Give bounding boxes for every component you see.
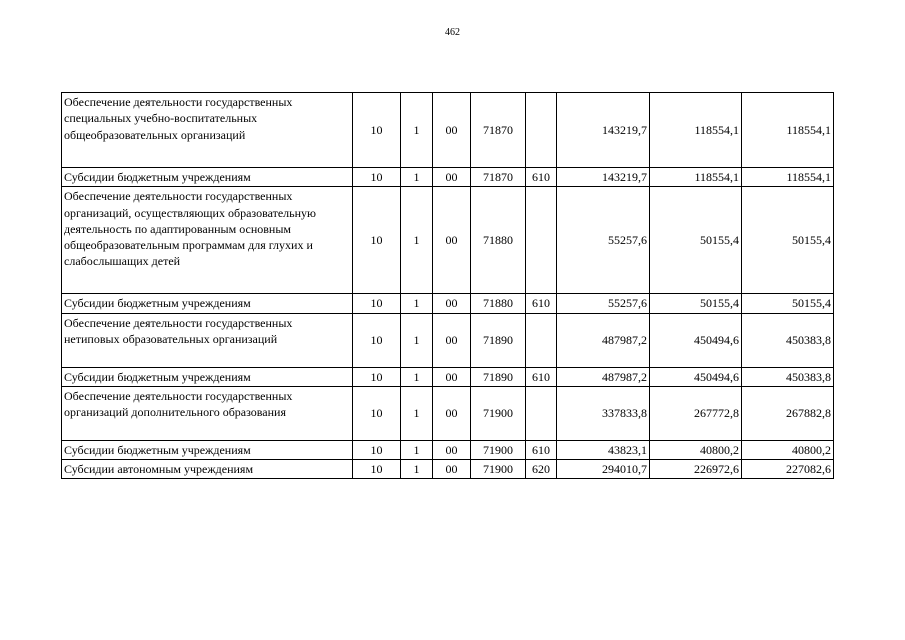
row-description: Обеспечение деятельности государственных организаций дополнительного образования — [62, 386, 353, 440]
program-code: 00 — [433, 168, 471, 187]
expense-type-code: 610 — [526, 294, 557, 313]
expense-type-code: 610 — [526, 168, 557, 187]
table-row — [62, 187, 834, 294]
amount-3: 450383,8 — [742, 367, 834, 386]
table-body — [62, 93, 834, 479]
table-row — [62, 460, 834, 479]
budget-table — [61, 92, 834, 479]
row-description: Обеспечение деятельности государственных специальных учебно-воспитательных общеобразовательных организаций — [62, 93, 353, 168]
table-row — [62, 294, 834, 313]
row-description: Субсидии бюджетным учреждениям — [62, 294, 353, 313]
target-article-code: 71900 — [471, 440, 526, 459]
section-code: 10 — [353, 440, 401, 459]
subsection-code: 1 — [401, 367, 433, 386]
table-row — [62, 367, 834, 386]
table-row — [62, 386, 834, 440]
row-description: Субсидии автономным учреждениям — [62, 460, 353, 479]
amount-3: 450383,8 — [742, 313, 834, 367]
amount-1: 337833,8 — [557, 386, 650, 440]
table-row — [62, 93, 834, 168]
section-code: 10 — [353, 386, 401, 440]
target-article-code: 71880 — [471, 294, 526, 313]
amount-2: 226972,6 — [650, 460, 742, 479]
row-description: Субсидии бюджетным учреждениям — [62, 367, 353, 386]
amount-2: 50155,4 — [650, 187, 742, 294]
expense-type-code — [526, 386, 557, 440]
amount-2: 450494,6 — [650, 367, 742, 386]
target-article-code: 71900 — [471, 386, 526, 440]
section-code: 10 — [353, 460, 401, 479]
subsection-code: 1 — [401, 168, 433, 187]
amount-2: 118554,1 — [650, 93, 742, 168]
subsection-code: 1 — [401, 313, 433, 367]
subsection-code: 1 — [401, 386, 433, 440]
expense-type-code: 610 — [526, 440, 557, 459]
program-code: 00 — [433, 367, 471, 386]
amount-1: 487987,2 — [557, 367, 650, 386]
table-row — [62, 313, 834, 367]
subsection-code: 1 — [401, 440, 433, 459]
amount-2: 450494,6 — [650, 313, 742, 367]
row-description: Обеспечение деятельности государственных нетиповых образовательных организаций — [62, 313, 353, 367]
subsection-code: 1 — [401, 93, 433, 168]
amount-1: 43823,1 — [557, 440, 650, 459]
program-code: 00 — [433, 294, 471, 313]
target-article-code: 71870 — [471, 168, 526, 187]
row-description: Субсидии бюджетным учреждениям — [62, 168, 353, 187]
target-article-code: 71890 — [471, 313, 526, 367]
row-description: Субсидии бюджетным учреждениям — [62, 440, 353, 459]
amount-2: 40800,2 — [650, 440, 742, 459]
target-article-code: 71870 — [471, 93, 526, 168]
amount-2: 118554,1 — [650, 168, 742, 187]
target-article-code: 71890 — [471, 367, 526, 386]
amount-3: 267882,8 — [742, 386, 834, 440]
amount-1: 143219,7 — [557, 168, 650, 187]
subsection-code: 1 — [401, 460, 433, 479]
table-row — [62, 440, 834, 459]
amount-2: 50155,4 — [650, 294, 742, 313]
program-code: 00 — [433, 440, 471, 459]
subsection-code: 1 — [401, 294, 433, 313]
page-number: 462 — [445, 27, 460, 38]
expense-type-code — [526, 187, 557, 294]
amount-1: 143219,7 — [557, 93, 650, 168]
section-code: 10 — [353, 93, 401, 168]
amount-1: 487987,2 — [557, 313, 650, 367]
expense-type-code: 620 — [526, 460, 557, 479]
program-code: 00 — [433, 460, 471, 479]
amount-3: 50155,4 — [742, 187, 834, 294]
table-row — [62, 168, 834, 187]
amount-3: 118554,1 — [742, 168, 834, 187]
program-code: 00 — [433, 93, 471, 168]
section-code: 10 — [353, 313, 401, 367]
amount-1: 55257,6 — [557, 187, 650, 294]
expense-type-code — [526, 313, 557, 367]
section-code: 10 — [353, 187, 401, 294]
section-code: 10 — [353, 168, 401, 187]
program-code: 00 — [433, 386, 471, 440]
amount-3: 50155,4 — [742, 294, 834, 313]
amount-3: 118554,1 — [742, 93, 834, 168]
subsection-code: 1 — [401, 187, 433, 294]
amount-3: 40800,2 — [742, 440, 834, 459]
amount-3: 227082,6 — [742, 460, 834, 479]
amount-1: 55257,6 — [557, 294, 650, 313]
section-code: 10 — [353, 294, 401, 313]
amount-1: 294010,7 — [557, 460, 650, 479]
amount-2: 267772,8 — [650, 386, 742, 440]
expense-type-code — [526, 93, 557, 168]
program-code: 00 — [433, 313, 471, 367]
program-code: 00 — [433, 187, 471, 294]
expense-type-code: 610 — [526, 367, 557, 386]
row-description: Обеспечение деятельности государственных организаций, осуществляющих образовательную деятельность по адаптированным основным общеобразовательным программам для глухих и слабослышащих детей — [62, 187, 353, 294]
target-article-code: 71900 — [471, 460, 526, 479]
target-article-code: 71880 — [471, 187, 526, 294]
section-code: 10 — [353, 367, 401, 386]
